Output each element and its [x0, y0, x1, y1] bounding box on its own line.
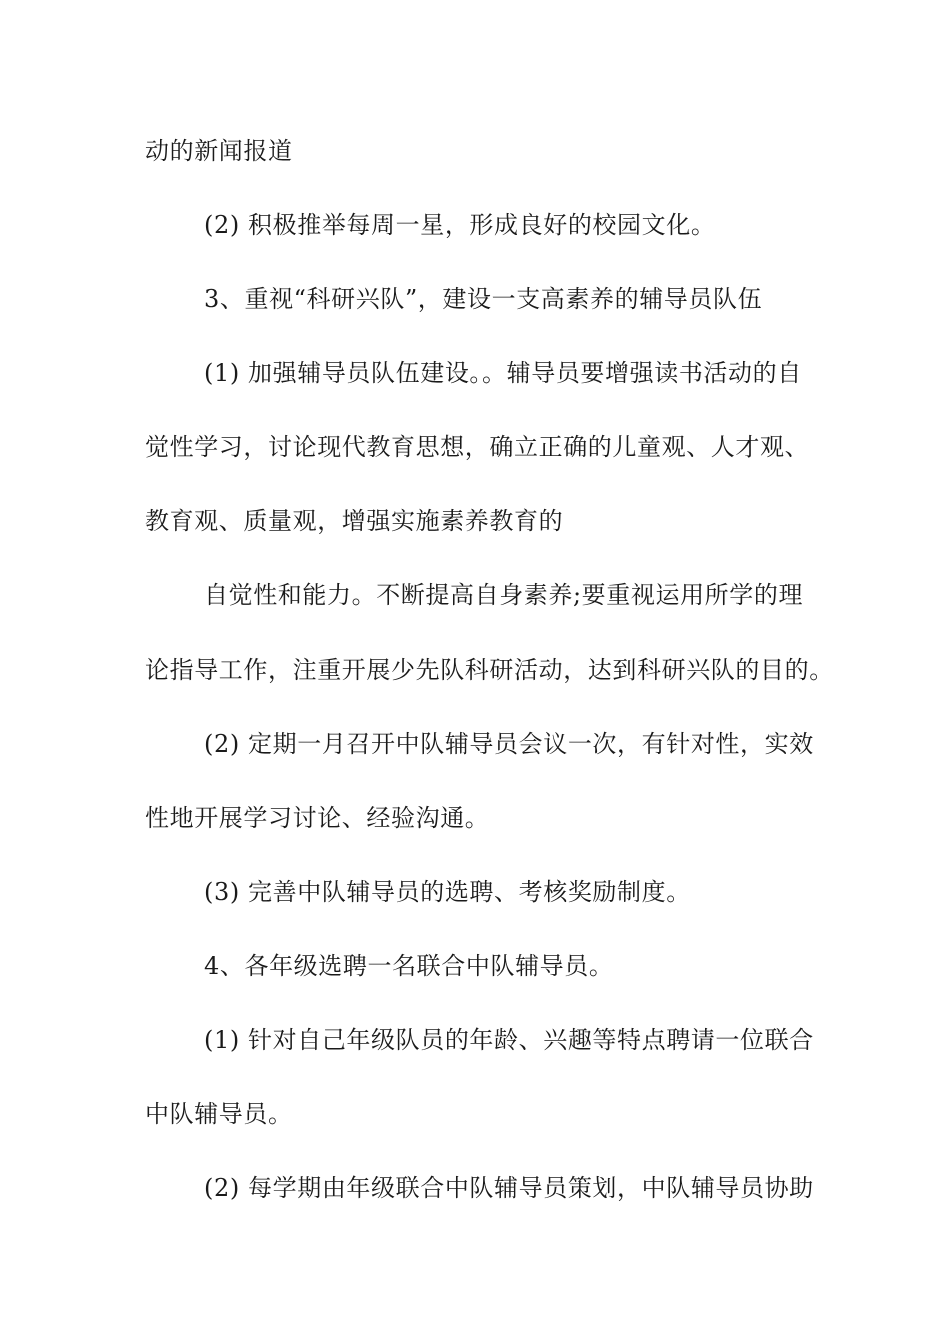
text-line: 中队辅导员。	[145, 1100, 293, 1128]
text-line: 论指导工作，注重开展少先队科研活动，达到科研兴队的目的。	[145, 656, 834, 684]
text-line: (2) 定期一月召开中队辅导员会议一次，有针对性，实效	[204, 730, 814, 758]
text-line: 觉性学习，讨论现代教育思想，确立正确的儿童观、人才观、	[145, 433, 810, 461]
text-line: (2) 每学期由年级联合中队辅导员策划，中队辅导员协助	[204, 1174, 814, 1202]
text-line: 性地开展学习讨论、经验沟通。	[145, 804, 490, 832]
text-line: (1) 针对自己年级队员的年龄、兴趣等特点聘请一位联合	[204, 1026, 814, 1054]
text-line: 动的新闻报道	[145, 137, 293, 165]
text-line: 4、各年级选聘一名联合中队辅导员。	[204, 952, 614, 980]
text-line: 自觉性和能力。不断提高自身素养;要重视运用所学的理	[204, 581, 804, 609]
text-line: (2) 积极推举每周一星，形成良好的校园文化。	[204, 211, 716, 239]
text-line: (3) 完善中队辅导员的选聘、考核奖励制度。	[204, 878, 691, 906]
text-line: 教育观、质量观，增强实施素养教育的	[145, 507, 564, 535]
text-line: 3、重视“科研兴队”，建设一支高素养的辅导员队伍	[204, 285, 763, 313]
text-line: (1) 加强辅导员队伍建设。。辅导员要增强读书活动的自	[204, 359, 802, 387]
